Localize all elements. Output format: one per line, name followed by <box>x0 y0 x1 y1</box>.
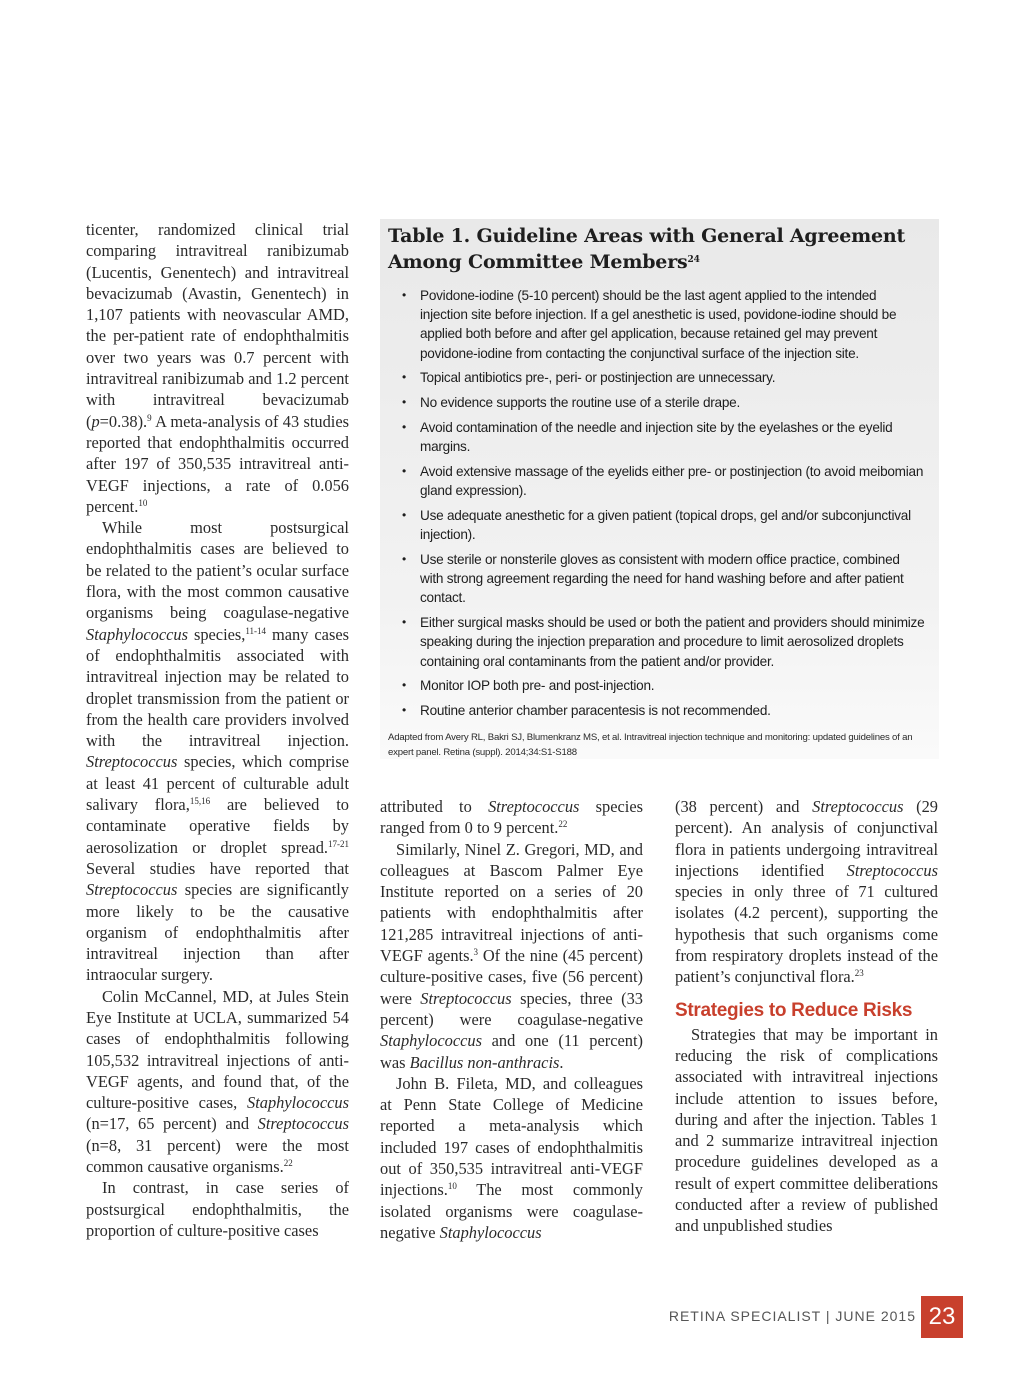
list-item: • Povidone-iodine (5-10 percent) should be the last agent applied to the intended injection site before injection. If a gel anesthetic is used, povidone-iodine should be applied both before and after gel application, because retained gel may prevent povidone-iodine from contacting the conjunctival surface of the injection site. <box>402 288 897 361</box>
section-heading: Strategies to Reduce Risks <box>675 999 913 1021</box>
running-footer: RETINA SPECIALIST | JUNE 2015 <box>668 1308 916 1324</box>
paragraph: John B. Fileta, MD, and colleagues at Penn State College of Medicine reported a meta-analysis which included 197 cases of endophthalmitis out of 350,535 intravitreal anti-VEGF injections.$^{10}$ The most commonly isolated organisms were coagulase-negative Staphylococcus <box>380 1073 643 1242</box>
list-item: • Monitor IOP both pre- and post-injection. <box>400 676 925 695</box>
bullet-icon: • <box>402 395 406 410</box>
paragraph: ticenter, randomized clinical trial comparing intravitreal ranibizumab (Lucentis, Genentech) and intravitreal bevacizumab (Avastin, Genentech) in 1,107 patients with neovascular AMD, the per-patient rate of endophthalmitis over two years was 0.7 percent with intravitreal ranibizumab and 1.2 percent with intravitreal bevacizumab (p=0.38).$^9$ A meta-analysis of 43 studies reported that endophthalmitis occurred after 197 of 350,535 intravitreal anti-VEGF injections, a rate of 0.056 percent.$^{10}$ <box>86 220 349 516</box>
bullet-icon: • <box>402 420 406 434</box>
paragraph: Strategies that may be important in reducing the risk of complications associated with intravitreal injections include attention to issues before, during and after the injection. Tables 1 and 2 summarize intravitreal injection procedure guidelines developed as a result of expert committee deliberations conducted after a review of published and unpublished studies <box>675 1024 938 1236</box>
table-title: Table 1. Guideline Areas with General Agreement Among Committee Members$^{24}$ <box>388 225 906 273</box>
list-item: • Avoid contamination of the needle and injection site by the eyelashes or the eyelid margins. <box>402 420 893 455</box>
article-column-3 <box>675 796 938 1237</box>
list-item: • Avoid extensive massage of the eyelids either pre- or postinjection (to avoid meibomian gland expression). <box>402 464 924 499</box>
guideline-table <box>380 219 939 759</box>
bullet-icon: • <box>402 508 406 522</box>
paragraph: Similarly, Ninel Z. Gregori, MD, and colleagues at Bascom Palmer Eye Institute reported on a series of 20 patients with endophthalmitis after 121,285 intravitreal injections of anti-VEGF agents.$^3$ Of the nine (45 percent) culture-positive cases, five (56 percent) were Streptococcus species, three (33 percent) were coagulase-negative Staphylococcus and one (11 percent) was Bacillus non-anthracis. <box>380 839 643 1072</box>
article-column-1 <box>86 219 349 1241</box>
bullet-icon: • <box>402 464 406 478</box>
list-item: • Topical antibiotics pre-, peri- or postinjection are unnecessary. <box>400 368 925 387</box>
paragraph: Colin McCannel, MD, at Jules Stein Eye Institute at UCLA, summarized 54 cases of endophthalmitis following 105,532 intravitreal injections of anti-VEGF agents, and found that, of the culture-positive cases, Staphylococcus (n=17, 65 percent) and Streptococcus (n=8, 31 percent) were the most common causative organisms.$^{22}$ <box>86 986 349 1177</box>
list-item: • No evidence supports the routine use of a sterile drape. <box>400 393 925 412</box>
bullet-icon: • <box>402 370 406 385</box>
list-item: • Use adequate anesthetic for a given patient (topical drops, gel and/or subconjunctival injection). <box>402 508 911 543</box>
bullet-icon: • <box>402 678 406 693</box>
paragraph: In contrast, in case series of postsurgical endophthalmitis, the proportion of culture-positive cases <box>86 1178 349 1240</box>
paragraph: While most postsurgical endophthalmitis cases are believed to be related to the patient’s ocular surface flora, with the most common causative organisms being coagulase-negative Staphylococcus species,$^{11-14}$ many cases of endophthalmitis associated with intravitreal injection may be related to droplet transmission from the patient or from the health care providers involved with the intravitreal injection. Streptococcus species, which comprise at least 41 percent of culturable adult salivary flora,$^{15,16}$ are believed to contaminate operative fields by aerosolization or droplet spread.$^{17-21}$ Several studies have reported that Streptococcus species are significantly more likely to be the causative organism of endophthalmitis after intravitreal injection than after intraocular surgery. <box>86 518 349 985</box>
guideline-list <box>400 286 925 726</box>
bullet-icon: • <box>402 552 406 566</box>
bullet-icon: • <box>402 615 406 630</box>
list-item: • Either surgical masks should be used or both the patient and providers should minimize speaking during the injection preparation and procedure to limit aerosolized droplets containing oral contaminants from the patient and/or provider. <box>402 615 925 669</box>
list-item: • Use sterile or nonsterile gloves as consistent with modern office practice, combined with strong agreement regarding the need for hand washing before and after patient contact. <box>402 552 904 606</box>
article-column-2 <box>380 796 643 1243</box>
paragraph: (38 percent) and Streptococcus (29 percent). An analysis of conjunctival flora in patients undergoing intravitreal injections identified Streptococcus species in only three of 71 cultured isolates (4.2 percent), supporting the hypothesis that such organisms come from respiratory droplets instead of the patient’s conjunctival flora.$^{23}$ <box>675 797 938 987</box>
bullet-icon: • <box>402 288 406 302</box>
bullet-icon: • <box>402 703 406 718</box>
table-source-citation: Adapted from Avery RL, Bakri SJ, Blumenkranz MS, et al. Intravitreal injection technique and monitoring: updated guidelines of an expert panel. Retina (suppl). 2014;34:S1-S188 <box>388 732 913 758</box>
page-number: 23 <box>921 1296 963 1338</box>
list-item: • Routine anterior chamber paracentesis is not recommended. <box>400 701 925 720</box>
paragraph: attributed to Streptococcus species ranged from 0 to 9 percent.$^{22}$ <box>380 797 643 838</box>
